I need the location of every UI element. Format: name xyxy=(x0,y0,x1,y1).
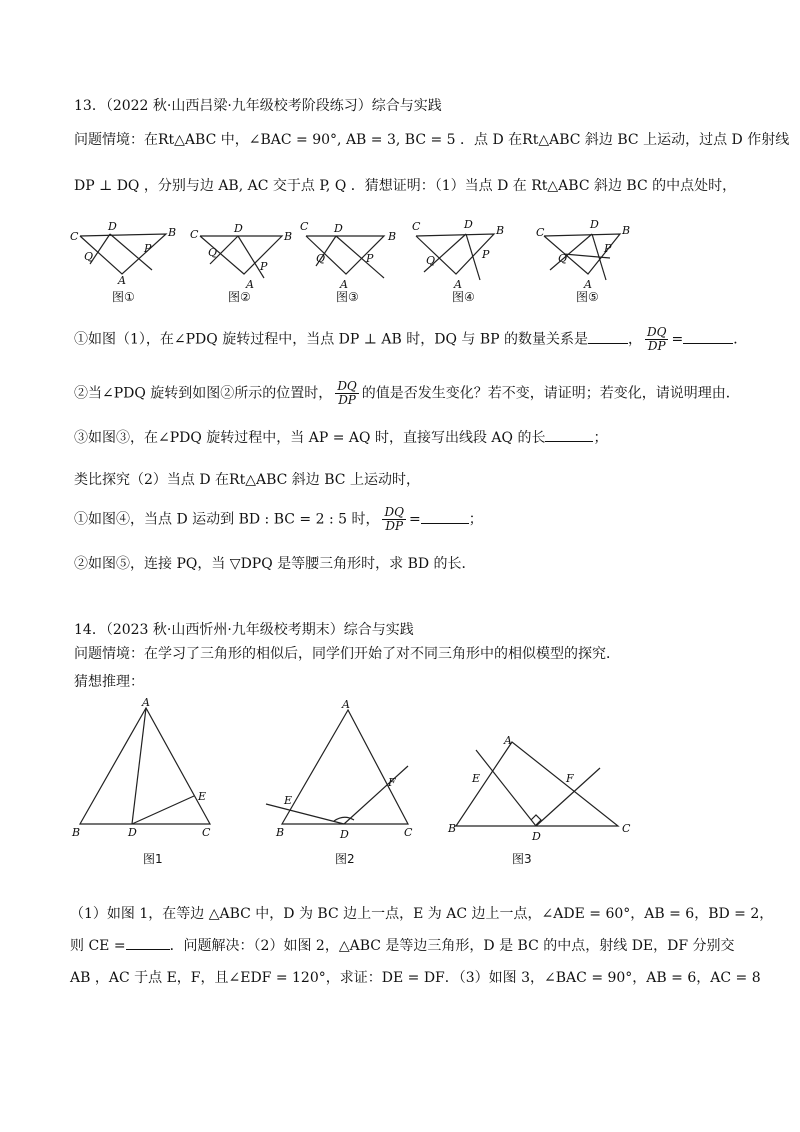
fig2-label-C: C xyxy=(190,228,199,241)
q14-context: 问题情境：在学习了三角形的相似后，同学们开始了对不同三角形中的相似模型的探究． xyxy=(74,646,620,662)
frac-den-2: DP xyxy=(338,393,356,407)
q13-part2-intro: 类比探究（2）当点 D 在Rt△ABC 斜边 BC 上运动时， xyxy=(74,472,420,488)
q14f2-label-A: A xyxy=(342,698,350,711)
q14-part2: AB ，AC 于点 E，F，且∠EDF = 120°，求证：DE = DF．（3）如图 3，∠BAC = 90°，AB = 6，AC = 8 xyxy=(70,970,761,986)
q14-figure-2 xyxy=(262,700,432,840)
fig5-label-C: C xyxy=(536,226,545,239)
fig2-label-Q: Q xyxy=(208,246,218,259)
q13-p5c: ； xyxy=(468,511,483,528)
fig5-label-B: B xyxy=(622,224,631,237)
fig4-caption: 图④ xyxy=(452,290,475,304)
q13-part1-item2 xyxy=(74,380,740,407)
fig1-label-A: A xyxy=(118,274,126,287)
q14-fig1-caption: 图1 xyxy=(143,852,163,866)
fig3-label-D: D xyxy=(334,222,343,235)
q13-part1-item3 xyxy=(74,428,607,448)
q13-p1c: = xyxy=(671,331,684,348)
q14-p1b: 则 CE = xyxy=(70,938,126,954)
answer-blank-1[interactable] xyxy=(588,331,628,344)
q13-context-line1: 问题情境：在Rt△ABC 中，∠BAC = 90°, AB = 3, BC = 5 ．点 D 在Rt△ABC 斜边 BC 上运动，过点 D 作射线 xyxy=(74,132,790,148)
fig3-label-C: C xyxy=(300,220,309,233)
q14f2-label-F: F xyxy=(388,776,396,789)
fig4-label-Q: Q xyxy=(426,254,436,267)
q14f3-label-D: D xyxy=(532,830,541,843)
q14f3-label-F: F xyxy=(566,772,574,785)
fig4-label-C: C xyxy=(412,220,421,233)
fig2-label-P: P xyxy=(260,260,268,273)
frac-den: DP xyxy=(647,339,666,353)
q13-p3b: ； xyxy=(593,430,608,446)
fig5-label-D: D xyxy=(590,218,599,231)
q14f1-label-A: A xyxy=(142,696,150,709)
fig5-label-Q: Q xyxy=(558,252,568,265)
q14-p1c: ．问题解决：（2）如图 2，△ABC 是等边三角形，D 是 BC 的中点，射线 DE，DF 分别交 xyxy=(169,938,735,954)
fig4-label-B: B xyxy=(496,224,505,237)
fig1-label-P: P xyxy=(144,242,152,255)
answer-blank-3[interactable] xyxy=(545,429,593,442)
q14f2-label-D: D xyxy=(340,828,349,841)
q14f1-label-D: D xyxy=(128,826,137,839)
answer-blank-5[interactable] xyxy=(126,937,170,950)
q13-p2a: ②当∠PDQ 旋转到如图②所示的位置时， xyxy=(74,385,333,402)
q14f1-label-E: E xyxy=(198,790,207,803)
fig5-caption: 图⑤ xyxy=(576,290,599,304)
q14-figure-3 xyxy=(448,732,638,852)
fig2-label-D: D xyxy=(234,222,243,235)
fraction-dq-dp xyxy=(645,326,668,353)
q14-guess: 猜想推理： xyxy=(74,674,144,690)
fig3-label-B: B xyxy=(388,230,397,243)
fig4-label-P: P xyxy=(482,248,490,261)
q14-part1-answer xyxy=(70,936,735,956)
q14f2-label-E: E xyxy=(284,794,293,807)
q13-header: 13．（2022 秋·山西吕梁·九年级校考阶段练习）综合与实践 xyxy=(74,98,442,114)
fig3-label-Q: Q xyxy=(316,252,326,265)
q14-fig2-caption: 图2 xyxy=(335,852,355,866)
q14f1-label-B: B xyxy=(72,826,81,839)
frac-num: DQ xyxy=(646,325,667,339)
fig4-label-A: A xyxy=(454,278,462,291)
fraction-dq-dp-2 xyxy=(335,380,358,407)
q14f1-label-C: C xyxy=(202,826,211,839)
q13-p1a: ①如图（1），在∠PDQ 旋转过程中，当点 DP ⊥ AB 时，DQ 与 BP 的数量关系是 xyxy=(74,331,588,348)
fig2-caption: 图② xyxy=(228,290,251,304)
fig1-label-B: B xyxy=(168,226,177,239)
answer-blank-4[interactable] xyxy=(421,511,469,524)
q14f2-label-C: C xyxy=(404,826,413,839)
fig3-label-A: A xyxy=(340,278,348,291)
q13-p5b: = xyxy=(408,511,421,528)
q13-p1d: ． xyxy=(733,331,748,348)
frac-num-3: DQ xyxy=(384,505,404,519)
fig4-label-D: D xyxy=(464,218,473,231)
fig2-label-B: B xyxy=(284,230,293,243)
fig1-label-Q: Q xyxy=(84,250,94,263)
q14-fig3-caption: 图3 xyxy=(512,852,532,866)
q13-p1b: ， xyxy=(627,331,642,348)
fig3-label-P: P xyxy=(366,252,374,265)
fig5-label-P: P xyxy=(604,242,612,255)
q13-p5a: ①如图④，当点 D 运动到 BD : BC = 2 : 5 时， xyxy=(74,511,380,528)
q14f3-label-E: E xyxy=(472,772,481,785)
frac-num-2: DQ xyxy=(337,379,357,393)
q14-header: 14．（2023 秋·山西忻州·九年级校考期末）综合与实践 xyxy=(74,622,414,638)
q14f3-label-C: C xyxy=(622,822,631,835)
q14-figure-1 xyxy=(70,696,230,840)
fraction-dq-dp-3 xyxy=(382,506,405,533)
fig2-label-A: A xyxy=(246,278,254,291)
fig5-label-A: A xyxy=(584,278,592,291)
answer-blank-2[interactable] xyxy=(683,331,733,344)
q13-part2-item2: ②如图⑤，连接 PQ，当 ▽DPQ 是等腰三角形时，求 BD 的长． xyxy=(74,556,476,572)
q14f3-label-A: A xyxy=(504,734,512,747)
frac-den-3: DP xyxy=(385,519,404,533)
q13-part2-item1 xyxy=(74,506,483,533)
q13-part1-item1 xyxy=(74,326,747,353)
q13-p2b: 的值是否发生变化？若不变，请证明；若变化，请说明理由． xyxy=(361,385,740,402)
fig1-caption: 图① xyxy=(112,290,135,304)
q13-context-line2: DP ⊥ DQ ，分别与边 AB, AC 交于点 P, Q ．猜想证明：（1）当点 D 在 Rt△ABC 斜边 BC 的中点处时， xyxy=(74,178,737,194)
fig3-caption: 图③ xyxy=(336,290,359,304)
q14f3-label-B: B xyxy=(448,822,457,835)
fig1-label-D: D xyxy=(108,220,117,233)
q13-p3a: ③如图③，在∠PDQ 旋转过程中，当 AP = AQ 时，直接写出线段 AQ 的长 xyxy=(74,430,546,446)
q14-part1: （1）如图 1，在等边 △ABC 中，D 为 BC 边上一点，E 为 AC 边上一点，∠ADE = 60°，AB = 6，BD = 2， xyxy=(70,906,774,922)
q14f2-label-B: B xyxy=(276,826,285,839)
fig1-label-C: C xyxy=(70,230,79,243)
